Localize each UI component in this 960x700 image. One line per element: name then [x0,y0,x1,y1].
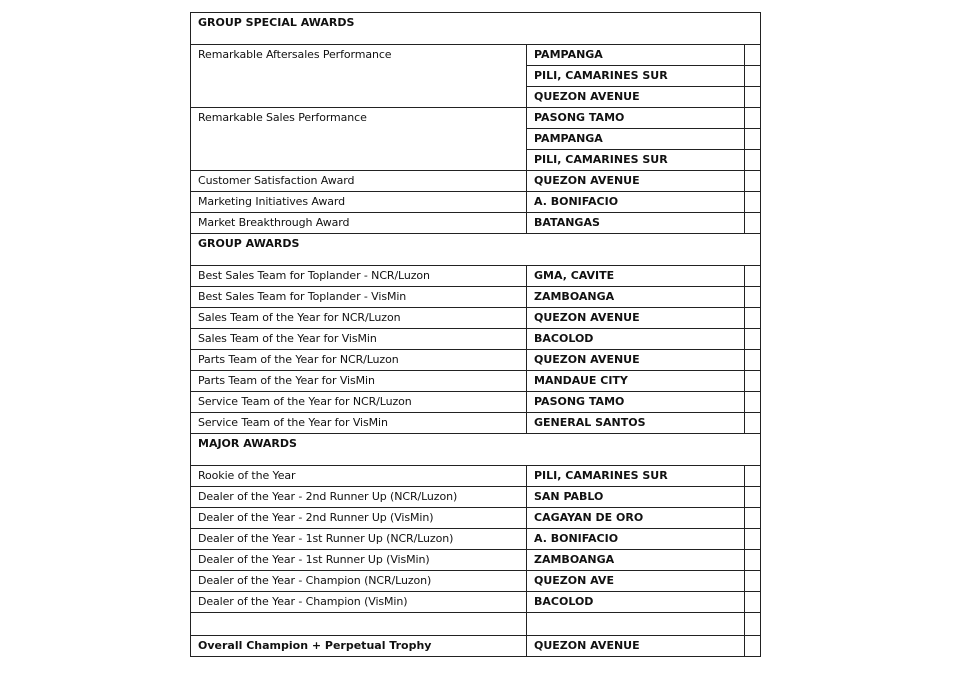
award-row [191,508,761,529]
blank-cell [527,613,745,636]
award-row [191,350,761,371]
section-header-row [191,13,761,45]
section-header-row [191,234,761,266]
award-name: Market Breakthrough Award [191,213,527,234]
blank-cell [745,129,761,150]
award-name: Sales Team of the Year for NCR/Luzon [191,308,527,329]
overall-winner-name: QUEZON AVENUE [527,636,745,657]
blank-cell [745,45,761,66]
winner-name: PAMPANGA [527,129,745,150]
award-row [191,108,761,129]
award-row [191,171,761,192]
winner-name: A. BONIFACIO [527,192,745,213]
award-name: Dealer of the Year - Champion (NCR/Luzon) [191,571,527,592]
section-header-row [191,434,761,466]
winner-name: GENERAL SANTOS [527,413,745,434]
winner-name: QUEZON AVENUE [527,87,745,108]
award-row [191,529,761,550]
award-name: Rookie of the Year [191,466,527,487]
blank-cell [745,350,761,371]
blank-cell [745,508,761,529]
blank-row [191,613,761,636]
winner-name: PASONG TAMO [527,108,745,129]
award-name: Dealer of the Year - 1st Runner Up (VisMin) [191,550,527,571]
award-name: Parts Team of the Year for NCR/Luzon [191,350,527,371]
award-name: Service Team of the Year for NCR/Luzon [191,392,527,413]
award-row [191,392,761,413]
winner-name: MANDAUE CITY [527,371,745,392]
blank-cell [745,171,761,192]
blank-cell [745,371,761,392]
winner-name: QUEZON AVENUE [527,171,745,192]
blank-cell [745,308,761,329]
winner-name: QUEZON AVENUE [527,350,745,371]
award-row [191,329,761,350]
section-title: GROUP SPECIAL AWARDS [191,13,761,45]
winner-name: A. BONIFACIO [527,529,745,550]
award-row [191,550,761,571]
award-name: Remarkable Sales Performance [191,108,527,171]
winner-name: PILI, CAMARINES SUR [527,150,745,171]
award-name: Dealer of the Year - 2nd Runner Up (VisMin) [191,508,527,529]
winner-name: CAGAYAN DE ORO [527,508,745,529]
blank-cell [745,550,761,571]
winner-name: SAN PABLO [527,487,745,508]
blank-cell [191,613,527,636]
award-row [191,287,761,308]
award-name: Dealer of the Year - Champion (VisMin) [191,592,527,613]
winner-name: BACOLOD [527,592,745,613]
blank-cell [745,592,761,613]
blank-cell [745,613,761,636]
blank-cell [745,413,761,434]
award-row [191,192,761,213]
blank-cell [745,66,761,87]
winner-name: ZAMBOANGA [527,287,745,308]
winner-name: BATANGAS [527,213,745,234]
blank-cell [745,287,761,308]
blank-cell [745,150,761,171]
winner-name: PILI, CAMARINES SUR [527,466,745,487]
award-name: Dealer of the Year - 2nd Runner Up (NCR/Luzon) [191,487,527,508]
winner-name: BACOLOD [527,329,745,350]
awards-table [190,12,761,657]
award-row [191,487,761,508]
blank-cell [745,529,761,550]
winner-name: QUEZON AVENUE [527,308,745,329]
award-name: Best Sales Team for Toplander - NCR/Luzon [191,266,527,287]
blank-cell [745,392,761,413]
award-name: Dealer of the Year - 1st Runner Up (NCR/Luzon) [191,529,527,550]
winner-name: GMA, CAVITE [527,266,745,287]
section-title: GROUP AWARDS [191,234,761,266]
award-name: Marketing Initiatives Award [191,192,527,213]
blank-cell [745,329,761,350]
blank-cell [745,636,761,657]
award-row [191,466,761,487]
award-name: Service Team of the Year for VisMin [191,413,527,434]
winner-name: PAMPANGA [527,45,745,66]
winner-name: PASONG TAMO [527,392,745,413]
blank-cell [745,466,761,487]
award-row [191,45,761,66]
blank-cell [745,266,761,287]
award-row [191,308,761,329]
overall-row [191,636,761,657]
award-name: Best Sales Team for Toplander - VisMin [191,287,527,308]
winner-name: ZAMBOANGA [527,550,745,571]
award-name: Parts Team of the Year for VisMin [191,371,527,392]
blank-cell [745,487,761,508]
award-row [191,571,761,592]
blank-cell [745,192,761,213]
blank-cell [745,87,761,108]
award-name: Sales Team of the Year for VisMin [191,329,527,350]
winner-name: QUEZON AVE [527,571,745,592]
award-name: Customer Satisfaction Award [191,171,527,192]
winner-name: PILI, CAMARINES SUR [527,66,745,87]
award-row [191,213,761,234]
section-title: MAJOR AWARDS [191,434,761,466]
blank-cell [745,108,761,129]
blank-cell [745,571,761,592]
award-row [191,371,761,392]
overall-award-name: Overall Champion + Perpetual Trophy [191,636,527,657]
award-row [191,592,761,613]
award-row [191,266,761,287]
blank-cell [745,213,761,234]
award-name: Remarkable Aftersales Performance [191,45,527,108]
award-row [191,413,761,434]
